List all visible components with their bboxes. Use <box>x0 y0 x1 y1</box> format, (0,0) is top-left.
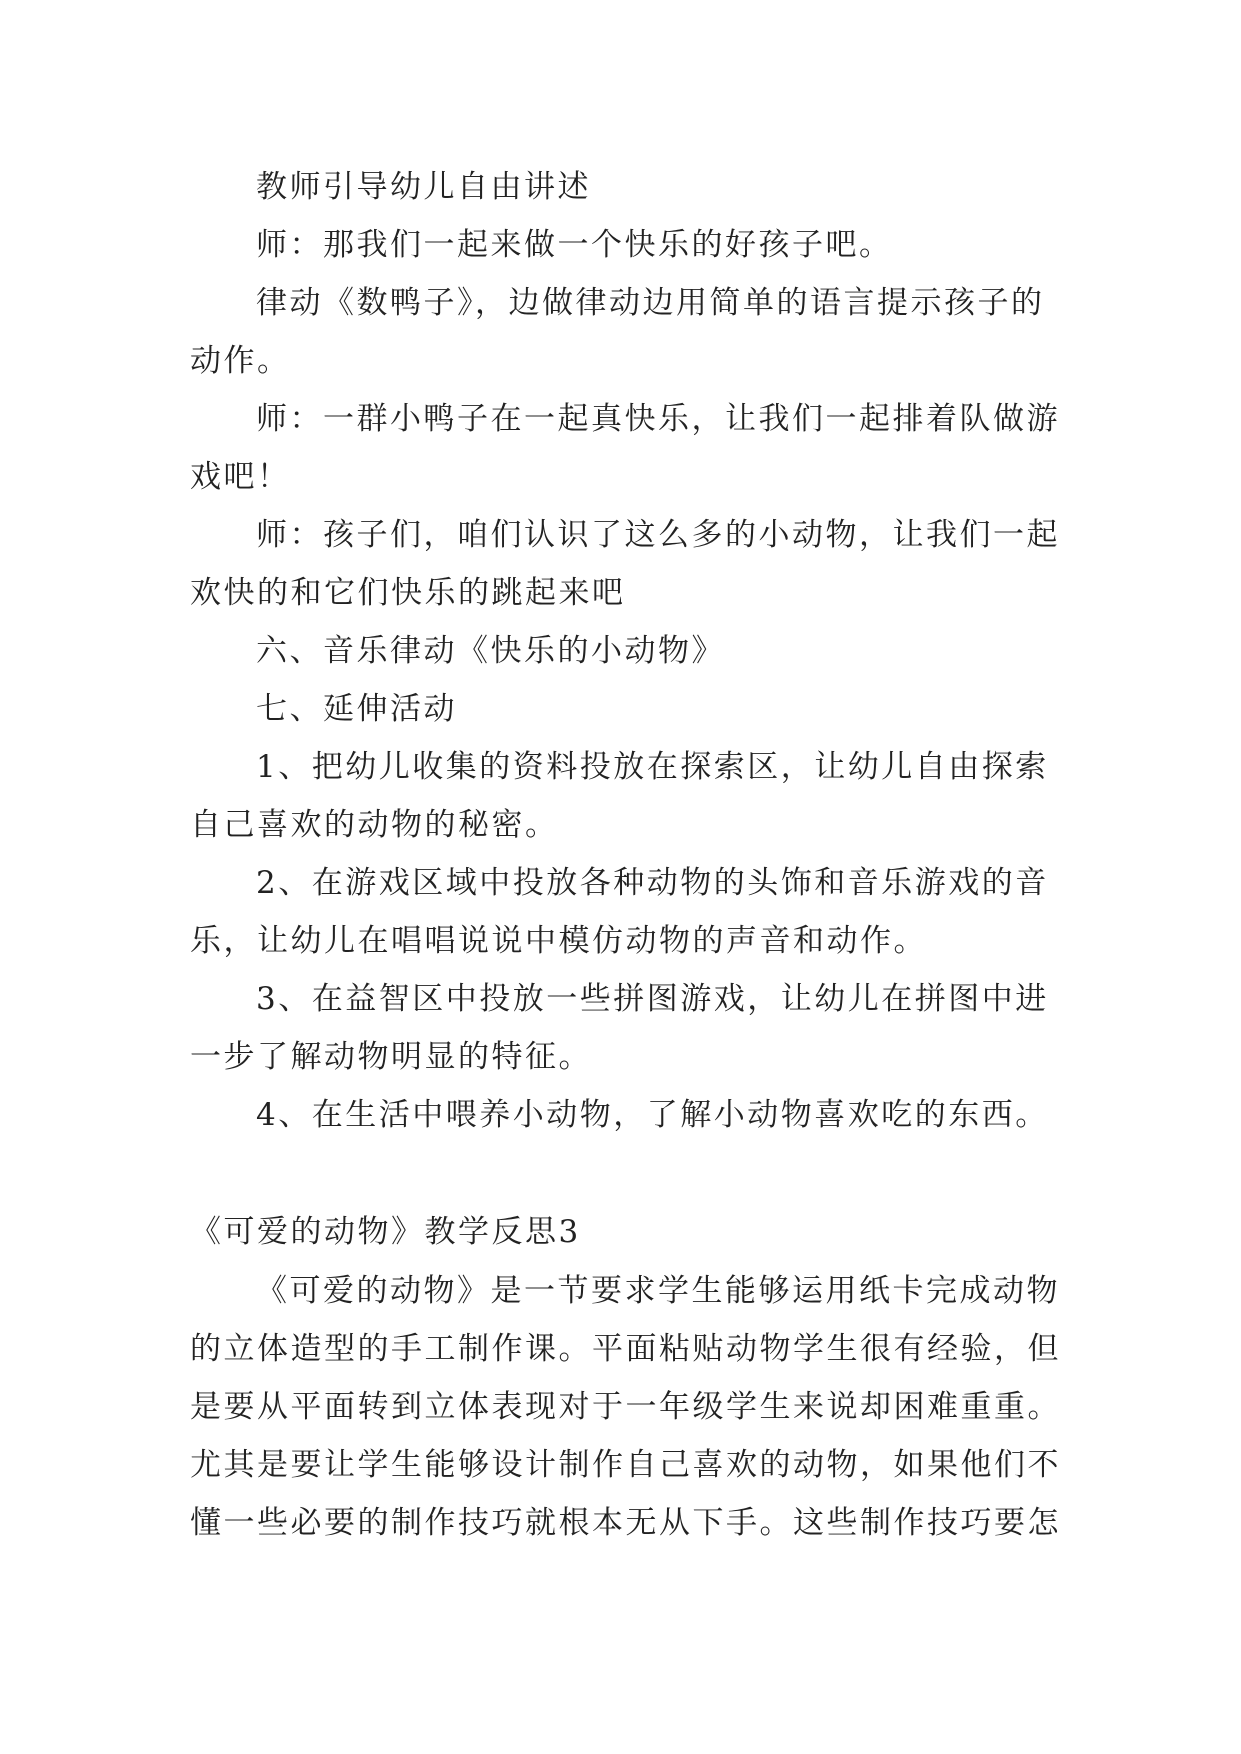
paragraph-line: 欢快的和它们快乐的跳起来吧 <box>190 575 626 611</box>
paragraph-line: 是要从平面转到立体表现对于一年级学生来说却困难重重。 <box>190 1389 1061 1425</box>
paragraph-line: 师：那我们一起来做一个快乐的好孩子吧。 <box>256 227 893 263</box>
paragraph-line: 的立体造型的手工制作课。平面粘贴动物学生很有经验，但 <box>190 1331 1061 1367</box>
paragraph-line: 2、在游戏区域中投放各种动物的头饰和音乐游戏的音 <box>256 865 1049 901</box>
paragraph-line: 教师引导幼儿自由讲述 <box>256 169 591 205</box>
document-body <box>190 158 1070 1552</box>
paragraph-line: 六、音乐律动《快乐的小动物》 <box>256 633 725 669</box>
paragraph-line: 自己喜欢的动物的秘密。 <box>190 807 559 843</box>
paragraph-line: 《可爱的动物》是一节要求学生能够运用纸卡完成动物 <box>256 1273 1060 1309</box>
paragraph-line: 3、在益智区中投放一些拼图游戏，让幼儿在拼图中进 <box>256 981 1049 1017</box>
paragraph-line: 戏吧！ <box>190 459 291 495</box>
paragraph-line: 一步了解动物明显的特征。 <box>190 1039 592 1075</box>
section-heading: 《可爱的动物》教学反思3 <box>190 1214 581 1250</box>
paragraph-line: 1、把幼儿收集的资料投放在探索区，让幼儿自由探索 <box>256 749 1049 785</box>
paragraph-line: 律动《数鸭子》，边做律动边用简单的语言提示孩子的 <box>256 285 1045 321</box>
section-gap <box>190 1144 1070 1202</box>
paragraph-line: 懂一些必要的制作技巧就根本无从下手。这些制作技巧要怎 <box>190 1505 1061 1541</box>
paragraph-line: 尤其是要让学生能够设计制作自己喜欢的动物，如果他们不 <box>190 1447 1061 1483</box>
paragraph-line: 七、延伸活动 <box>256 691 457 727</box>
paragraph-line: 动作。 <box>190 343 291 379</box>
paragraph-line: 4、在生活中喂养小动物，了解小动物喜欢吃的东西。 <box>256 1097 1049 1133</box>
paragraph-line: 乐，让幼儿在唱唱说说中模仿动物的声音和动作。 <box>190 923 927 959</box>
paragraph-line: 师：孩子们，咱们认识了这么多的小动物，让我们一起 <box>256 517 1060 553</box>
paragraph-line: 师：一群小鸭子在一起真快乐，让我们一起排着队做游 <box>256 401 1060 437</box>
